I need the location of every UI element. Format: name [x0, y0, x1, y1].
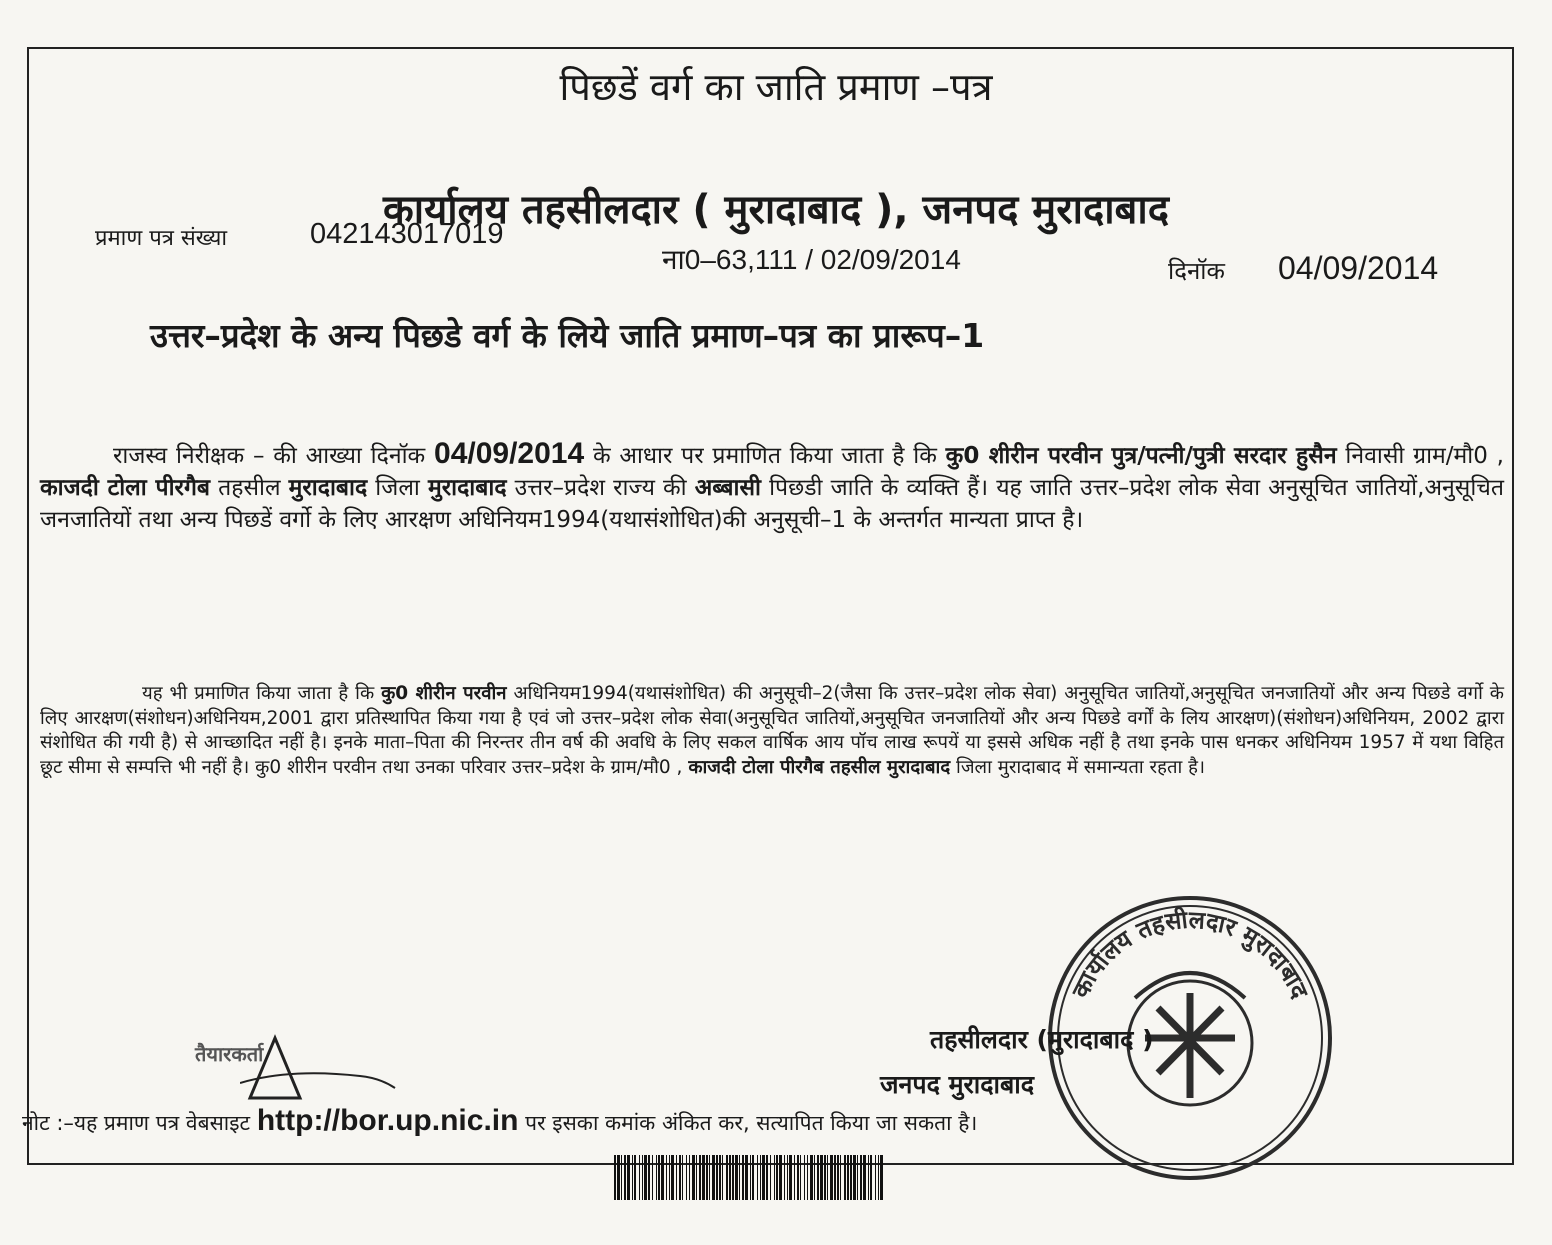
- text: यह भी प्रमाणित किया जाता है कि: [142, 683, 382, 704]
- barcode-bar: [868, 1155, 869, 1200]
- seal-text: कार्यालय तहसीलदार मुरादाबाद: [1066, 905, 1314, 1003]
- barcode-bar: [644, 1155, 647, 1200]
- tehsil: मुरादाबाद: [288, 475, 368, 501]
- barcode-bar: [797, 1155, 799, 1200]
- barcode: [614, 1155, 886, 1200]
- barcode-bar: [804, 1155, 805, 1200]
- certificate-number: 042143017019: [310, 218, 504, 250]
- caste: अब्बासी: [694, 475, 761, 501]
- barcode-bar: [689, 1155, 690, 1200]
- barcode-bar: [824, 1155, 826, 1200]
- text: पर इसका कमांक अंकित कर, सत्यापित किया जा सकता है।: [518, 1111, 978, 1135]
- village-tehsil: काजदी टोला पीरगैब तहसील मुरादाबाद: [688, 756, 951, 778]
- barcode-bar: [735, 1155, 738, 1200]
- barcode-bar: [614, 1155, 616, 1200]
- certificate-number-label: प्रमाण पत्र संख्या: [95, 226, 228, 251]
- applicant-name: कु0 शीरीन परवीन: [381, 683, 507, 704]
- barcode-bar: [827, 1155, 828, 1200]
- barcode-bar: [692, 1155, 695, 1200]
- barcode-bar: [814, 1155, 815, 1200]
- barcode-bar: [699, 1155, 701, 1200]
- prepared-by-label: तैयारकर्ता: [195, 1042, 264, 1066]
- barcode-bar: [817, 1155, 819, 1200]
- text: निवासी ग्राम/मौ0 ,: [1336, 443, 1504, 469]
- svg-text:कार्यालय तहसीलदार मुरादाबाद: [1066, 906, 1314, 1004]
- barcode-bar: [739, 1155, 740, 1200]
- barcode-bar: [784, 1155, 785, 1200]
- barcode-bar: [745, 1155, 748, 1200]
- barcode-bar: [656, 1155, 657, 1200]
- signatory-district: जनपद मुरादाबाद: [880, 1070, 1035, 1099]
- barcode-bar: [820, 1155, 823, 1200]
- barcode-bar: [789, 1155, 792, 1200]
- text: पिछडी जाति के व्यक्ति हैं। यह जाति उत्तर–प्रदेश लोक सेवा अनुसूचित जातियों,अनुसूचित जनजातियों तथा अन्य पिछडें वर्गो के लिए आरक्षण अधिनियम1994(यथासंशोधित)की अनुसूची–1 के अन्तर्गत मान्यता प्राप्त है।: [40, 475, 1505, 533]
- barcode-bar: [702, 1155, 705, 1200]
- verification-note: [22, 1104, 977, 1138]
- barcode-bar: [794, 1155, 795, 1200]
- report-date: 04/09/2014: [434, 437, 585, 470]
- barcode-bar: [686, 1155, 687, 1200]
- initials-signature: [240, 1028, 400, 1108]
- barcode-bar: [774, 1155, 775, 1200]
- barcode-bar: [658, 1155, 660, 1200]
- text: अधिनियम1994(यथासंशोधित) की अनुसूची–2(जैसा कि उत्तर–प्रदेश लोक सेवा) अनुसूचित जातियों,अनुसूचित जनजातियों और अन्य पिछडे वर्गो के लिए आरक्षण(संशोधन)अधिनियम,2001 द्वारा प्रतिस्थापित किया गया है एवं जो उत्तर–प्रदेश लोक सेवा(अनुसूचित जातियों,अनुसूचित जनजातियों और अन्य पिछडे वर्गों के लिय आरक्षण)(संशोधन)अधिनियम, 2002 द्वारा संशोधित की गयी है) से आच्छादित नहीं है। इनके माता–पिता की निरन्तर तीन वर्ष की अवधि के लिए सकल वार्षिक आय पॉच लाख रूपयें या इससे अधिक नहीं है तथा इनके पास धनकर अधिनियम 1957 में यथा विहित छूट सीमा से सम्पत्ति भी नहीं है। कु0 शीरीन परवीन तथा उनका परिवार उत्तर–प्रदेश के ग्राम/मौ0 ,: [40, 683, 1504, 778]
- barcode-bar: [752, 1155, 754, 1200]
- barcode-bar: [726, 1155, 728, 1200]
- barcode-bar: [706, 1155, 708, 1200]
- verification-url-link[interactable]: http://bor.up.nic.in: [256, 1104, 519, 1137]
- format-title: उत्तर–प्रदेश के अन्य पिछडे वर्ग के लिये जाति प्रमाण–पत्र का प्रारूप–1: [150, 316, 985, 355]
- text: राजस्व निरीक्षक – की आख्या दिनॉक: [113, 443, 435, 469]
- barcode-bar: [880, 1155, 883, 1200]
- barcode-bar: [652, 1155, 653, 1200]
- barcode-bar: [750, 1155, 751, 1200]
- barcode-bar: [709, 1155, 710, 1200]
- applicant-name: कु0 शीरीन परवीन पुत्र/पत्नी/पुत्री सरदार हुसैन: [945, 443, 1337, 469]
- barcode-bar: [857, 1155, 858, 1200]
- barcode-bar: [853, 1155, 856, 1200]
- barcode-bar: [679, 1155, 681, 1200]
- barcode-bar: [870, 1155, 872, 1200]
- barcode-bar: [779, 1155, 782, 1200]
- barcode-bar: [834, 1155, 836, 1200]
- barcode-bar: [787, 1155, 788, 1200]
- barcode-bar: [627, 1155, 630, 1200]
- barcode-bar: [617, 1155, 620, 1200]
- barcode-bar: [766, 1155, 768, 1200]
- barcode-bar: [666, 1155, 667, 1200]
- barcode-bar: [844, 1155, 846, 1200]
- reference-number: ना0–63,111 / 02/09/2014: [662, 244, 961, 275]
- barcode-bar: [863, 1155, 866, 1200]
- barcode-bar: [810, 1155, 813, 1200]
- barcode-bar: [878, 1155, 879, 1200]
- district: मुरादाबाद: [427, 475, 507, 501]
- issue-date: 04/09/2014: [1278, 250, 1439, 286]
- office-heading: कार्यालय तहसीलदार ( मुरादाबाद ), जनपद मुरादाबाद: [383, 187, 1169, 233]
- barcode-bar: [661, 1155, 664, 1200]
- barcode-bar: [624, 1155, 626, 1200]
- barcode-bar: [682, 1155, 683, 1200]
- barcode-bar: [875, 1155, 876, 1200]
- text: जिला मुरादाबाद में समान्यता रहता है।: [950, 756, 1206, 778]
- text: उत्तर–प्रदेश राज्य की: [506, 475, 695, 501]
- barcode-bar: [716, 1155, 718, 1200]
- barcode-bar: [712, 1155, 715, 1200]
- barcode-bar: [742, 1155, 744, 1200]
- barcode-bar: [669, 1155, 670, 1200]
- barcode-bar: [696, 1155, 697, 1200]
- barcode-bar: [676, 1155, 677, 1200]
- signatory-title: तहसीलदार (मुरादाबाद ): [930, 1025, 1154, 1054]
- barcode-bar: [760, 1155, 761, 1200]
- text: नोट :–यह प्रमाण पत्र वेबसाइट: [22, 1111, 257, 1135]
- barcode-bar: [847, 1155, 849, 1200]
- barcode-bar: [634, 1155, 636, 1200]
- village: काजदी टोला पीरगैब: [40, 475, 211, 501]
- certification-paragraph-1: [40, 438, 1504, 536]
- barcode-bar: [807, 1155, 808, 1200]
- text: के आधार पर प्रमाणित किया जाता है कि: [584, 443, 946, 469]
- barcode-bar: [800, 1155, 801, 1200]
- barcode-bar: [776, 1155, 778, 1200]
- date-label: दिनॉक: [1168, 257, 1225, 285]
- barcode-bar: [837, 1155, 839, 1200]
- barcode-bar: [639, 1155, 640, 1200]
- barcode-bar: [732, 1155, 734, 1200]
- barcode-bar: [830, 1155, 833, 1200]
- barcode-bar: [860, 1155, 862, 1200]
- certification-paragraph-2: [40, 682, 1504, 780]
- barcode-bar: [770, 1155, 771, 1200]
- barcode-bar: [648, 1155, 650, 1200]
- barcode-bar: [671, 1155, 674, 1200]
- barcode-bar: [719, 1155, 721, 1200]
- barcode-bar: [762, 1155, 765, 1200]
- barcode-bar: [850, 1155, 852, 1200]
- barcode-bar: [757, 1155, 758, 1200]
- barcode-bar: [632, 1155, 633, 1200]
- barcode-bar: [729, 1155, 731, 1200]
- barcode-bar: [840, 1155, 841, 1200]
- text: तहसील: [210, 475, 289, 501]
- barcode-bar: [621, 1155, 622, 1200]
- text: जिला: [367, 475, 428, 501]
- barcode-bar: [642, 1155, 643, 1200]
- barcode-bar: [722, 1155, 723, 1200]
- certificate-title: पिछडें वर्ग का जाति प्रमाण –पत्र: [559, 65, 993, 109]
